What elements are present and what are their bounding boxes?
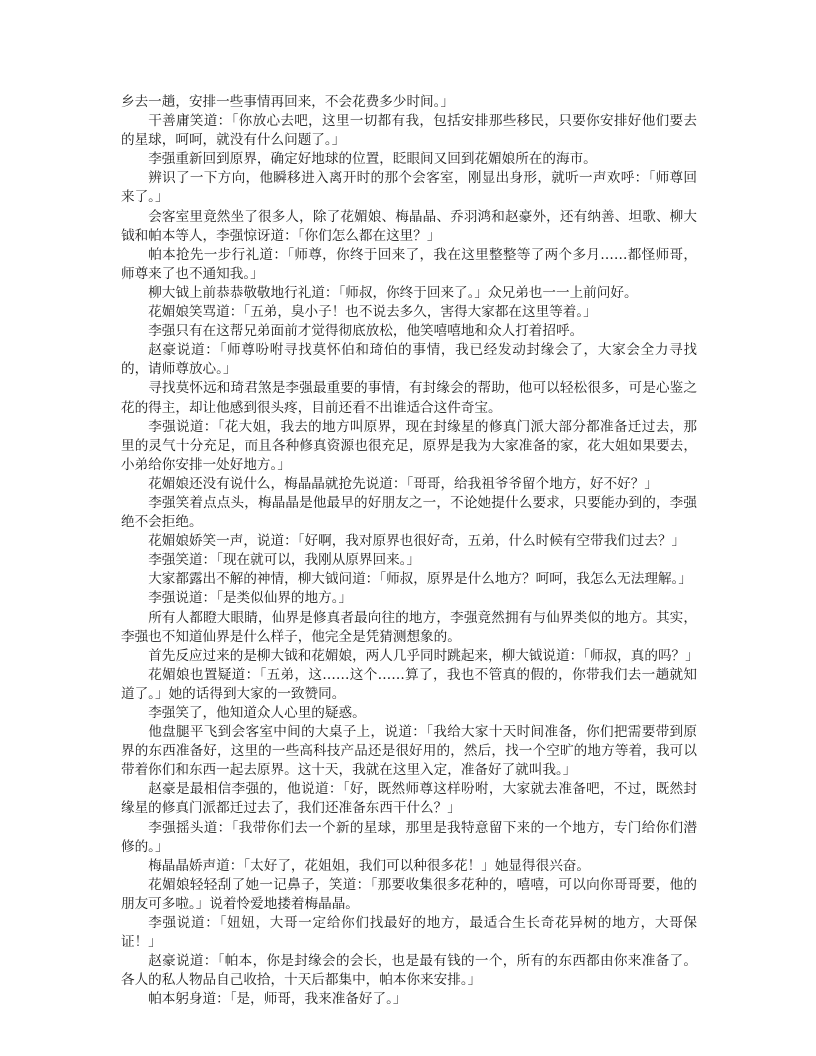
paragraph: 梅晶晶娇声道：「太好了，花姐姐，我们可以种很多花！」她显得很兴奋。 bbox=[148, 857, 590, 874]
paragraph: 花媚娘也置疑道：「五弟，这……这个……算了，我也不管真的假的，你带我们去一趟就知道了。」她的话得到大家的一致赞同。 bbox=[121, 666, 697, 702]
paragraph: 李强重新回到原界，确定好地球的位置，眨眼间又回到花媚娘所在的海市。 bbox=[148, 151, 597, 168]
paragraph: 辨识了一下方向，他瞬移进入离开时的那个会客室，刚显出身形，就听一声欢呼：「师尊回来了。」 bbox=[121, 170, 697, 206]
paragraph: 干善庸笑道：「你放心去吧，这里一切都有我，包括安排那些移民，只要你安排好他们要去的星球，呵呵，就没有什么问题了。」 bbox=[121, 113, 697, 149]
paragraph: 花媚娘娇笑一声，说道：「好啊，我对原界也很好奇，五弟，什么时候有空带我们过去？」 bbox=[148, 533, 686, 550]
paragraph: 乡去一趟，安排一些事情再回来，不会花费多少时间。」 bbox=[121, 94, 455, 110]
paragraph: 赵豪说道：「帕本，你是封缘会的会长，也是最有钱的一个，所有的东西都由你来准备了。各人的私人物品自己收拾，十天后都集中，帕本你来安排。」 bbox=[121, 953, 697, 989]
paragraph: 李强说道：「妞妞，大哥一定给你们找最好的地方，最适合生长奇花异树的地方，大哥保证！」 bbox=[121, 915, 697, 951]
paragraph: 李强只有在这帮兄弟面前才觉得彻底放松，他笑嘻嘻地和众人打着招呼。 bbox=[148, 323, 584, 340]
paragraph: 所有人都瞪大眼睛，仙界是修真者最向往的地方，李强竟然拥有与仙界类似的地方。其实，李强也不知道仙界是什么样子，他完全是凭猜测想象的。 bbox=[121, 609, 697, 645]
paragraph: 帕本躬身道：「是，师哥，我来准备好了。」 bbox=[148, 991, 407, 1008]
paragraph: 李强笑着点点头，梅晶晶是他最早的好朋友之一，不论她提什么要求，只要能办到的，李强绝不会拒绝。 bbox=[121, 494, 697, 531]
paragraph: 花媚娘还没有说什么，梅晶晶就抢先说道：「哥哥，给我祖爷爷留个地方，好不好？」 bbox=[148, 475, 658, 492]
paragraph: 李强笑了，他知道众人心里的疑惑。 bbox=[148, 705, 366, 721]
paragraph: 帕本抢先一步行礼道：「师尊，你终于回来了，我在这里整整等了两个多月……都怪师哥，师尊来了也不通知我。」 bbox=[121, 246, 697, 282]
paragraph: 花媚娘笑骂道：「五弟，臭小子！也不说去多久，害得大家都在这里等着。」 bbox=[148, 304, 597, 321]
paragraph: 会客室里竟然坐了很多人，除了花媚娘、梅晶晶、乔羽鸿和赵豪外，还有纳善、坦歌、柳大钺和帕本等人，李强惊讶道：「你们怎么都在这里？」 bbox=[121, 208, 697, 244]
paragraph: 柳大钺上前恭恭敬敬地行礼道：「师叔，你终于回来了。」众兄弟也一一上前问好。 bbox=[148, 284, 638, 301]
paragraph: 首先反应过来的是柳大钺和花媚娘，两人几乎同时跳起来，柳大钺说道：「师叔，真的吗？」 bbox=[148, 647, 699, 664]
paragraph: 赵豪说道：「师尊吩咐寻找莫怀伯和琦伯的事情，我已经发动封缘会了，大家会全力寻找的，请师尊放心。」 bbox=[121, 342, 697, 378]
paragraph: 李强摇头道：「我带你们去一个新的星球，那里是我特意留下来的一个地方，专门给你们潜修的。」 bbox=[121, 819, 697, 855]
paragraph: 李强说道：「是类似仙界的地方。」 bbox=[148, 590, 353, 607]
paragraph: 李强说道：「花大姐，我去的地方叫原界，现在封缘星的修真门派大部分都准备迁过去，那里的灵气十分充足，而且各种修真资源也很充足，原界是我为大家准备的家，花大姐如果要去，小弟给你安排一处好地方。」 bbox=[121, 418, 697, 473]
paragraph: 寻找莫怀远和琦君煞是李强最重要的事情，有封缘会的帮助，他可以轻松很多，可是心鉴之花的得主，却让他感到很头疼，目前还看不出谁适合这件奇宝。 bbox=[121, 380, 697, 416]
paragraph: 大家都露出不解的神情，柳大钺问道：「师叔，原界是什么地方？呵呵，我怎么无法理解。」 bbox=[148, 571, 692, 588]
paragraph: 李强笑道：「现在就可以，我刚从原界回来。」 bbox=[148, 552, 421, 569]
paragraph: 他盘腿平飞到会客室中间的大桌子上，说道：「我给大家十天时间准备，你们把需要带到原界的东西准备好，这里的一些高科技产品还是很好用的，然后，找一个空旷的地方等着，我可以带着你们和东西一起去原界。这十天，我就在这里入定，准备好了就叫我。」 bbox=[121, 724, 697, 779]
body-text bbox=[121, 93, 697, 1010]
paragraph: 赵豪是最相信李强的，他说道：「好，既然师尊这样吩咐，大家就去准备吧，不过，既然封缘星的修真门派都迁过去了，我们还准备东西干什么？」 bbox=[121, 781, 697, 817]
paragraph: 花媚娘轻轻刮了她一记鼻子，笑道：「那要收集很多花种的，嘻嘻，可以向你哥哥要，他的朋友可多啦。」说着怜爱地搂着梅晶晶。 bbox=[121, 876, 697, 912]
